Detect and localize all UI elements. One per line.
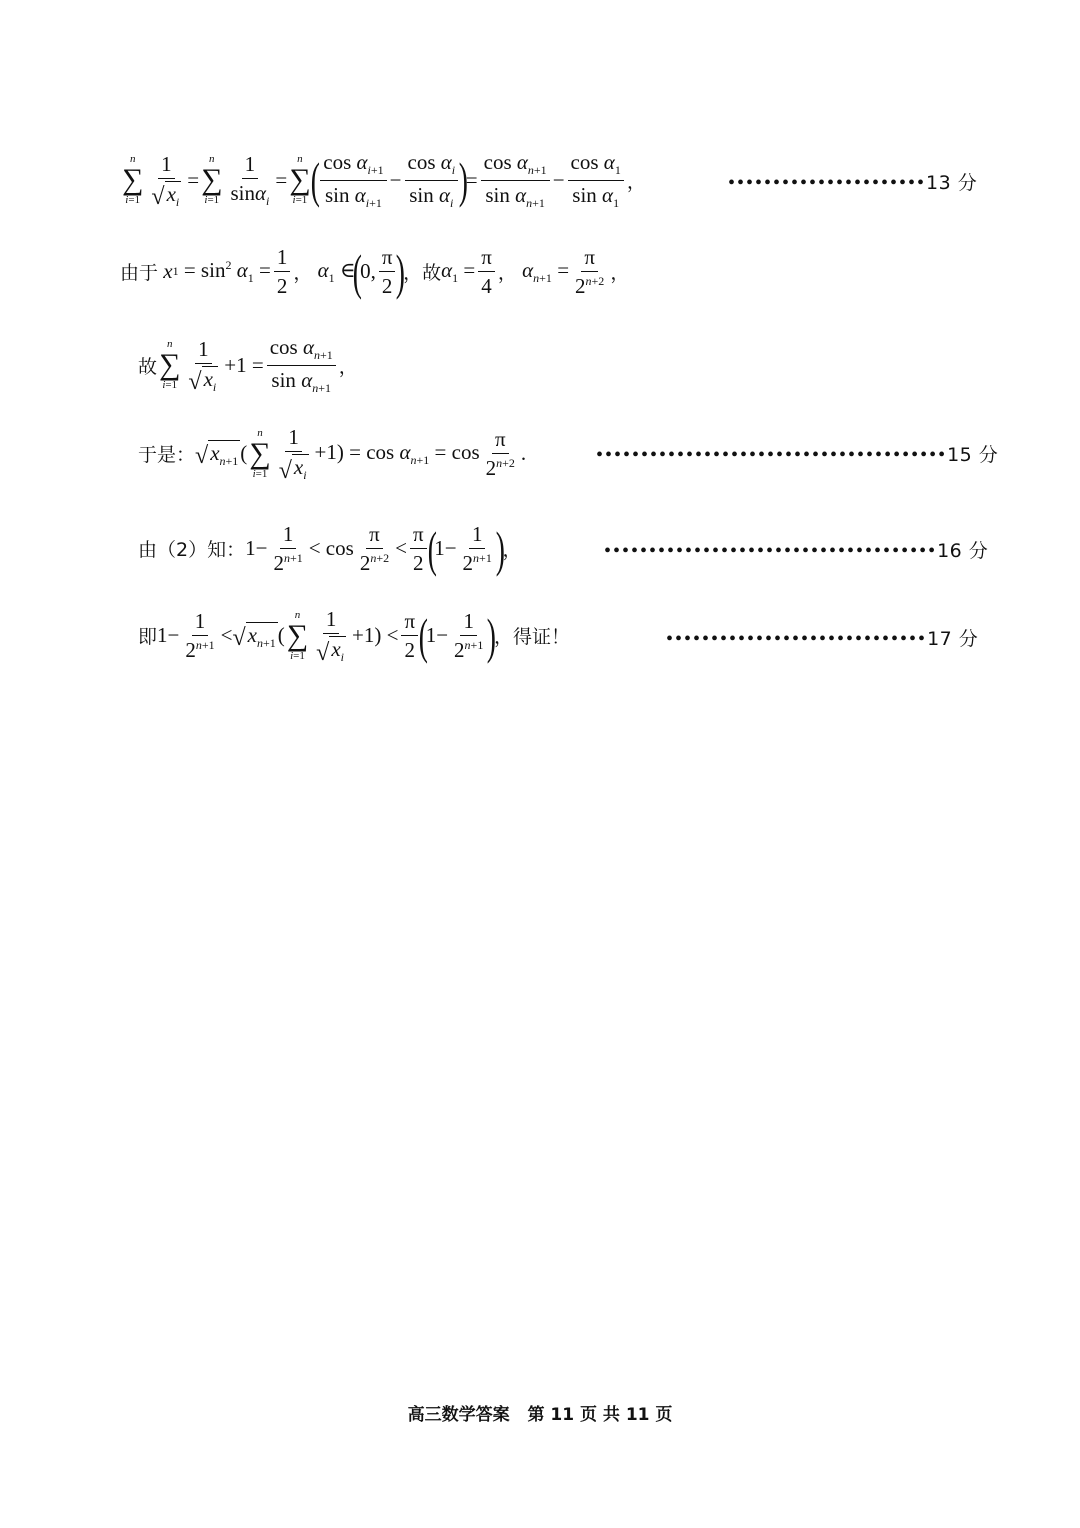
score-marker-13: ••••••••••••••••••••••13 分 xyxy=(728,172,978,194)
punctuation: ， xyxy=(403,262,423,285)
summation: n ∑ i=1 xyxy=(122,153,144,207)
page-footer xyxy=(0,1400,1080,1425)
fraction: $\frac{\cos \alpha_{n+1}}{\sin \alpha_{n+1}}$ xyxy=(481,150,550,211)
text-label: 故 xyxy=(422,262,442,285)
punctuation: . xyxy=(520,441,527,466)
formula-line-3: 故 n ∑ i=1 1 √ $x_i$ +1 = $\frac{\cos \alpha_{n+1}}{\sin \alpha_{n+1}}$ ， xyxy=(138,335,358,396)
fraction: 1 √ $x_i$ xyxy=(188,336,217,396)
summation: n ∑ i=1 xyxy=(159,338,181,392)
formula-line-1: n ∑ i=1 1 √ $x_i$ = n ∑ i=1 $\frac{1}{\sin\alpha_i}$ = n ∑ i=1 ( $\frac{\cos \alpha_{i+1}}{\sin \alpha_{i+1}}$ − $\frac{\cos \alpha_i}{\sin \alpha_i}$ ) = $\frac{\cos \alpha_{n+1}}{\sin \alpha_{n+1}}$ − $\frac{\cos \alpha_1}{\sin \alpha_1}$ ， xyxy=(122,150,646,211)
score-label: 16 分 xyxy=(937,540,989,562)
fraction: $\frac{\cos \alpha_i}{\sin \alpha_i}$ xyxy=(405,150,459,211)
text-label: 由于 xyxy=(120,262,159,285)
fraction: $\frac{1}{2^{n+1}}$ xyxy=(185,609,215,663)
score-label: 17 分 xyxy=(927,628,979,650)
fraction: $\frac{1}{2^{n+1}}$ xyxy=(454,609,484,663)
score-label: 15 分 xyxy=(947,444,999,466)
fraction: $\frac{\pi}{2^{n+2}}$ xyxy=(575,245,605,299)
text-label: 即 xyxy=(138,626,158,649)
punctuation: ， xyxy=(626,170,646,193)
fraction: $\frac{1}{2^{n+1}}$ xyxy=(462,522,492,576)
fraction: $\frac{\pi}{2}$ xyxy=(410,522,427,575)
fraction: $\frac{\pi}{2^{n+2}}$ xyxy=(359,522,390,576)
fraction: $\frac{\pi}{2}$ xyxy=(379,245,396,298)
fraction: $\frac{\pi}{2}$ xyxy=(401,609,418,662)
formula-line-4: 于是： √ $x_{n+1}$ ( n ∑ i=1 1 √ $x_i$ $+1) = \cos \alpha_{n+1} = \cos$ $\frac{\pi}{2^{n+2}}$ . xyxy=(138,425,527,484)
fraction: $\frac{1}{2}$ xyxy=(274,245,291,298)
fraction: 1 √ $x_i$ xyxy=(316,607,344,666)
punctuation: ， xyxy=(502,539,522,562)
punctuation: ， xyxy=(610,262,630,285)
formula-line-2: 由于 x 1 = $\sin^2 \alpha_1$ = $\frac{1}{2}$ ， $\alpha_1$ ∈ ( 0, $\frac{\pi}{2}$ ) ， 故 $\alpha_1$ = $\frac{\pi}{4}$ ， $\alpha_{n+1}$ = $\frac{\pi}{2^{n+2}}$ ， xyxy=(120,243,630,300)
summation: n ∑ i=1 xyxy=(201,153,223,207)
score-marker-16: •••••••••••••••••••••••••••••••••••••16 分 xyxy=(604,540,989,562)
score-marker-15: •••••••••••••••••••••••••••••••••••••••15 分 xyxy=(596,444,999,466)
text-label: 于是： xyxy=(138,444,196,467)
summation: n ∑ i=1 xyxy=(286,608,309,662)
fraction: 1 √ $x_i$ xyxy=(151,151,180,211)
punctuation: ， xyxy=(293,262,313,285)
fraction: $\frac{1}{2^{n+1}}$ xyxy=(273,522,303,576)
formula-line-6: 即 1− $\frac{1}{2^{n+1}}$ < √ $x_{n+1}$ ( n ∑ i=1 1 √ $x_i$ +1) < $\frac{\pi}{2}$ ( 1− $\frac{1}{2^{n+1}}$ ) ，得证！ xyxy=(138,607,570,666)
summation: n ∑ i=1 xyxy=(249,426,271,480)
summation: n ∑ i=1 xyxy=(289,153,311,207)
footer-page-number: 第 11 页 共 11 页 xyxy=(527,1405,673,1425)
footer-subject: 高三数学答案 xyxy=(407,1405,510,1425)
fraction: $\frac{\pi}{2^{n+2}}$ xyxy=(485,427,515,481)
score-label: 13 分 xyxy=(926,172,978,194)
formula-line-5: 由（2）知： 1− $\frac{1}{2^{n+1}}$ < cos $\frac{\pi}{2^{n+2}}$ < $\frac{\pi}{2}$ ( 1− $\frac{1}{2^{n+1}}$ ) ， xyxy=(138,520,522,577)
text-label: ，得证！ xyxy=(493,626,570,649)
fraction: $\frac{\cos \alpha_{n+1}}{\sin \alpha_{n+1}}$ xyxy=(267,335,336,396)
fraction: $\frac{\pi}{4}$ xyxy=(478,245,495,298)
punctuation: ， xyxy=(338,355,358,378)
text-label: 由（2）知： xyxy=(138,539,246,562)
punctuation: ， xyxy=(497,262,517,285)
fraction: $\frac{\cos \alpha_1}{\sin \alpha_1}$ xyxy=(568,150,624,211)
fraction: $\frac{1}{\sin\alpha_i}$ xyxy=(230,151,270,209)
fraction: 1 √ $x_i$ xyxy=(278,425,307,484)
text-label: 故 xyxy=(138,355,158,378)
fraction: $\frac{\cos \alpha_{i+1}}{\sin \alpha_{i+1}}$ xyxy=(320,150,386,211)
score-marker-17: •••••••••••••••••••••••••••••17 分 xyxy=(666,628,979,650)
